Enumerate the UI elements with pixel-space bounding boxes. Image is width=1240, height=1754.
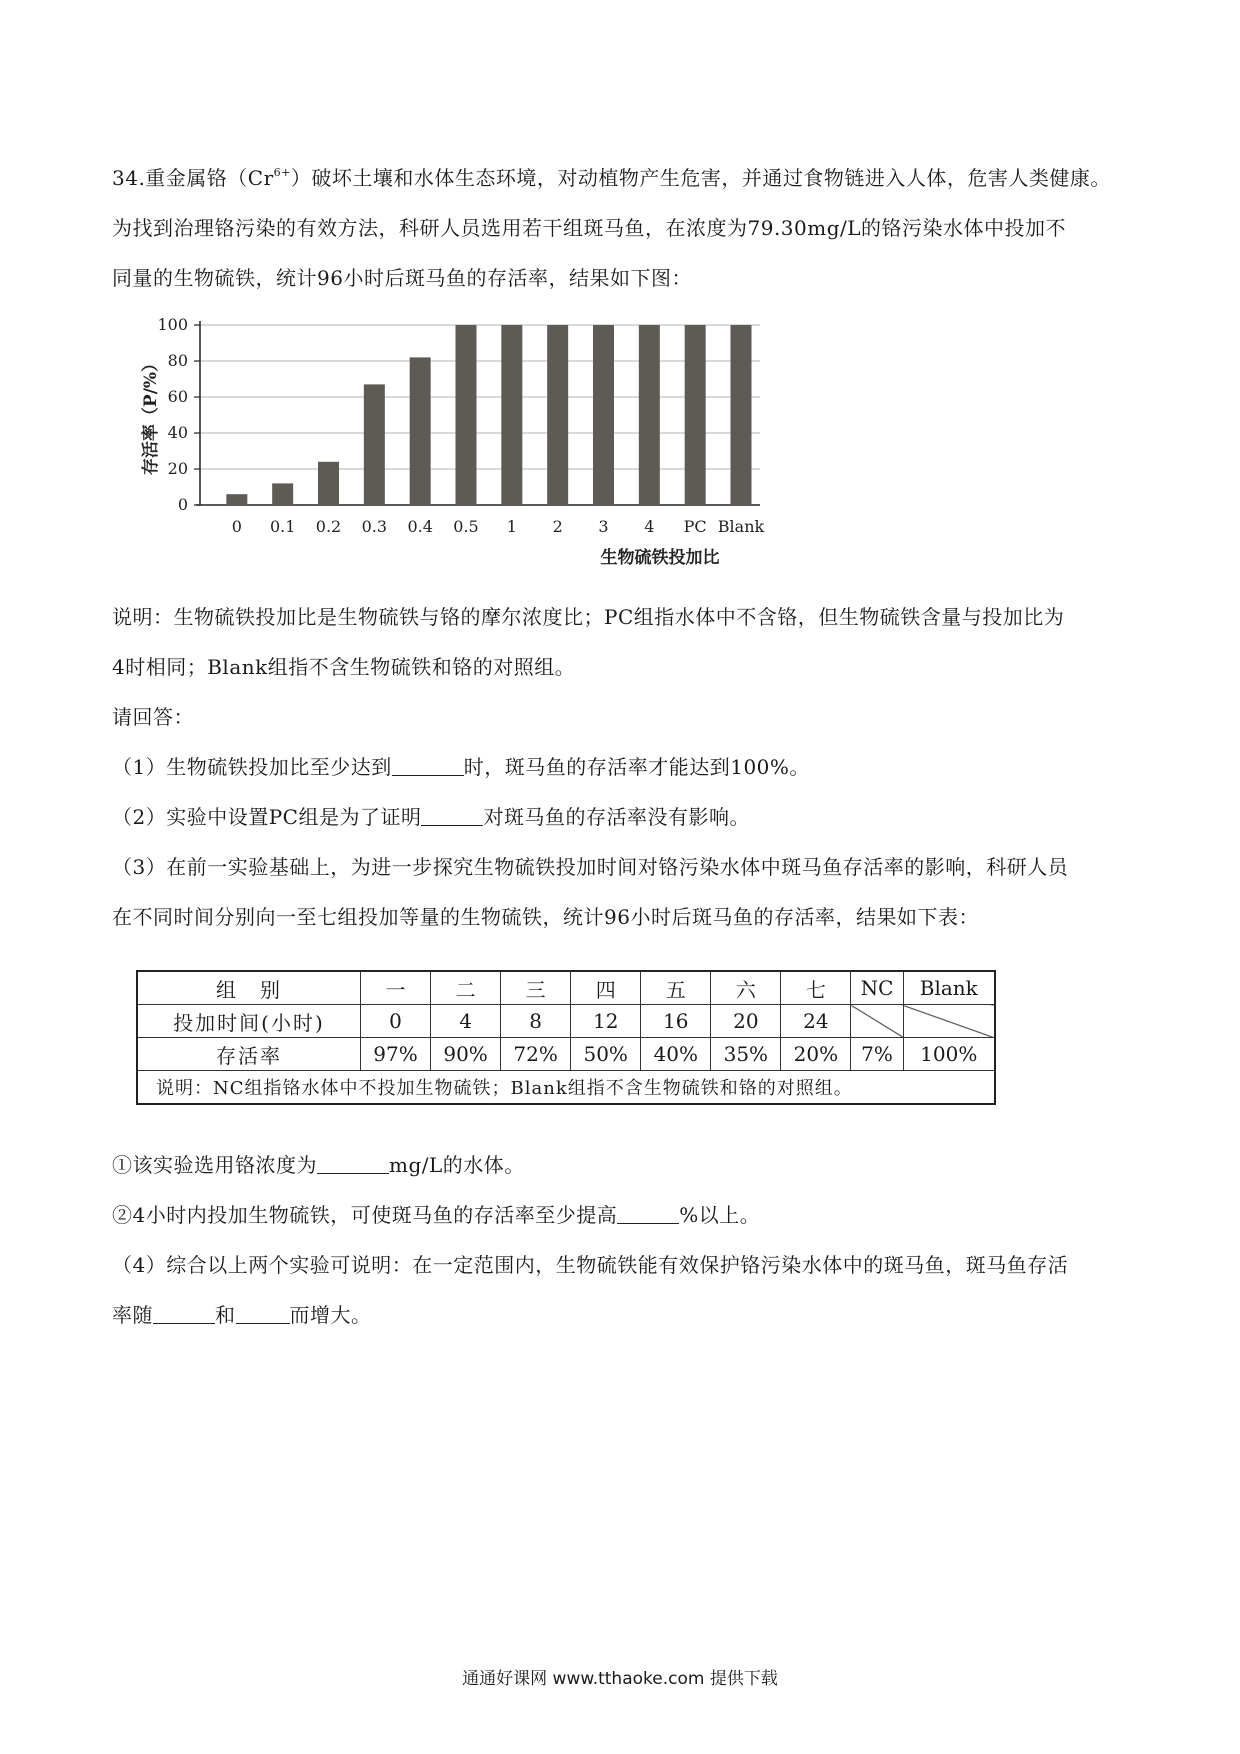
y-tick-label: 20	[167, 459, 188, 478]
chart-note	[112, 592, 1142, 692]
bar-0.4	[410, 357, 431, 505]
table-cell: 七	[781, 971, 851, 1005]
chart-note-line-2: 4时相同；Blank组指不含生物硫铁和铬的对照组。	[112, 655, 576, 679]
bar-3	[593, 325, 614, 505]
x-tick-label: 0.3	[361, 517, 388, 536]
bar-4	[639, 325, 660, 505]
survival-bar-chart	[128, 305, 788, 595]
questions-continued	[112, 1140, 1142, 1340]
table-cell: 8	[501, 1005, 571, 1038]
table-cell: 50%	[571, 1038, 641, 1071]
time-row	[137, 1005, 995, 1038]
answer-prompt: 请回答：	[112, 705, 194, 729]
question-3-sub-2: ②4小时内投加生物硫铁，可使斑马鱼的存活率至少提高 %以上。	[112, 1203, 761, 1227]
bar-PC	[685, 325, 706, 505]
answer-blank-3[interactable]	[317, 1151, 389, 1174]
bar-2	[547, 325, 568, 505]
data-table	[136, 970, 996, 1105]
table-cell: 12	[571, 1005, 641, 1038]
intro-line-1: 34.重金属铬$(Cr^{6+})$破坏土壤和水体生态环境，对动植物产生危害，并通过食物链进入人体，危害人类健康。	[112, 166, 1111, 190]
bar-0.3	[364, 384, 385, 505]
table-cell: 72%	[501, 1038, 571, 1071]
bar-0	[226, 494, 247, 505]
table-cell: 24	[781, 1005, 851, 1038]
question-4-line-1: （4）综合以上两个实验可说明：在一定范围内，生物硫铁能有效保护铬污染水体中的斑马鱼，斑马鱼存活	[112, 1253, 1069, 1277]
x-tick-label: 4	[644, 517, 655, 536]
x-tick-label: 0.1	[269, 517, 296, 536]
x-tick-label: 0.5	[453, 517, 479, 536]
question-intro	[112, 148, 1142, 303]
x-tick-label: 0	[231, 517, 242, 536]
row-header: 组 别	[137, 971, 361, 1005]
table-cell: 7%	[851, 1038, 903, 1071]
intro-line-3: 同量的生物硫铁，统计96小时后斑马鱼的存活率，结果如下图：	[112, 266, 692, 290]
x-tick-label: 3	[598, 517, 609, 536]
bar-Blank	[731, 325, 752, 505]
chart-svg	[128, 305, 788, 595]
answer-blank-4[interactable]	[617, 1201, 679, 1224]
rate-row	[137, 1038, 995, 1071]
y-tick-label: 80	[167, 351, 188, 370]
table-cell: 三	[501, 971, 571, 1005]
bar-0.5	[456, 325, 477, 505]
table-cell: 0	[361, 1005, 431, 1038]
x-tick-label: Blank	[717, 517, 765, 536]
intro-line-2: 为找到治理铬污染的有效方法，科研人员选用若干组斑马鱼，在浓度为79.30mg/L的铬污染水体中投加不	[112, 216, 1067, 240]
question-3-sub-1: ①该实验选用铬浓度为 mg/L的水体。	[112, 1153, 525, 1177]
table-note: 说明：NC组指铬水体中不投加生物硫铁；Blank组指不含生物硫铁和铬的对照组。	[137, 1071, 995, 1105]
x-tick-label: 1	[506, 517, 517, 536]
bar-0.1	[272, 483, 293, 505]
x-tick-label: PC	[683, 517, 707, 536]
page-footer: 通通好课网 www.tthaoke.com 提供下载	[462, 1669, 778, 1689]
table-cell: 35%	[711, 1038, 781, 1071]
table-cell: 20%	[781, 1038, 851, 1071]
group-row	[137, 971, 995, 1005]
table-cell: 97%	[361, 1038, 431, 1071]
table-cell: 二	[431, 971, 501, 1005]
question-4-line-2: 率随 和 而增大。	[112, 1303, 372, 1327]
table-cell: 五	[641, 971, 711, 1005]
x-tick-label: 2	[552, 517, 563, 536]
answer-blank-6[interactable]	[236, 1301, 290, 1324]
x-tick-label: 0.2	[315, 517, 342, 536]
table-cell: 16	[641, 1005, 711, 1038]
questions	[112, 692, 1142, 942]
question-2: （2）实验中设置PC组是为了证明 对斑马鱼的存活率没有影响。	[112, 805, 750, 829]
x-axis-label: 生物硫铁投加比	[600, 548, 720, 568]
table-cell: NC	[851, 971, 903, 1005]
answer-blank-5[interactable]	[153, 1301, 215, 1324]
table-cell: 4	[431, 1005, 501, 1038]
table-cell: 90%	[431, 1038, 501, 1071]
table-cell: Blank	[903, 971, 995, 1005]
row-header: 存活率	[137, 1038, 361, 1071]
table-cell: 20	[711, 1005, 781, 1038]
table-cell: 40%	[641, 1038, 711, 1071]
y-tick-label: 0	[177, 495, 188, 514]
answer-blank-1[interactable]	[392, 753, 464, 776]
table-cell: 一	[361, 971, 431, 1005]
y-axis-label: 存活率（P/%）	[141, 354, 161, 476]
x-tick-label: 0.4	[407, 517, 433, 536]
question-3-line-2: 在不同时间分别向一至七组投加等量的生物硫铁，统计96小时后斑马鱼的存活率，结果如下表：	[112, 905, 979, 929]
table-cell: 100%	[903, 1038, 995, 1071]
table-cell	[903, 1005, 995, 1038]
bar-0.2	[318, 462, 339, 505]
table-note-row	[137, 1071, 995, 1105]
y-tick-label: 100	[157, 315, 188, 334]
table-cell	[851, 1005, 903, 1038]
chart-note-line-1: 说明：生物硫铁投加比是生物硫铁与铬的摩尔浓度比；PC组指水体中不含铬，但生物硫铁含量与投加比为	[112, 605, 1065, 629]
row-header: 投加时间(小时)	[137, 1005, 361, 1038]
table-cell: 四	[571, 971, 641, 1005]
table-cell: 六	[711, 971, 781, 1005]
answer-blank-2[interactable]	[421, 803, 483, 826]
y-tick-label: 60	[167, 387, 188, 406]
survival-table	[136, 970, 996, 1105]
question-1: （1）生物硫铁投加比至少达到 时，斑马鱼的存活率才能达到100%。	[112, 755, 810, 779]
y-tick-label: 40	[167, 423, 188, 442]
bar-1	[501, 325, 522, 505]
question-3-line-1: （3）在前一实验基础上，为进一步探究生物硫铁投加时间对铬污染水体中斑马鱼存活率的影响，科研人员	[112, 855, 1069, 879]
